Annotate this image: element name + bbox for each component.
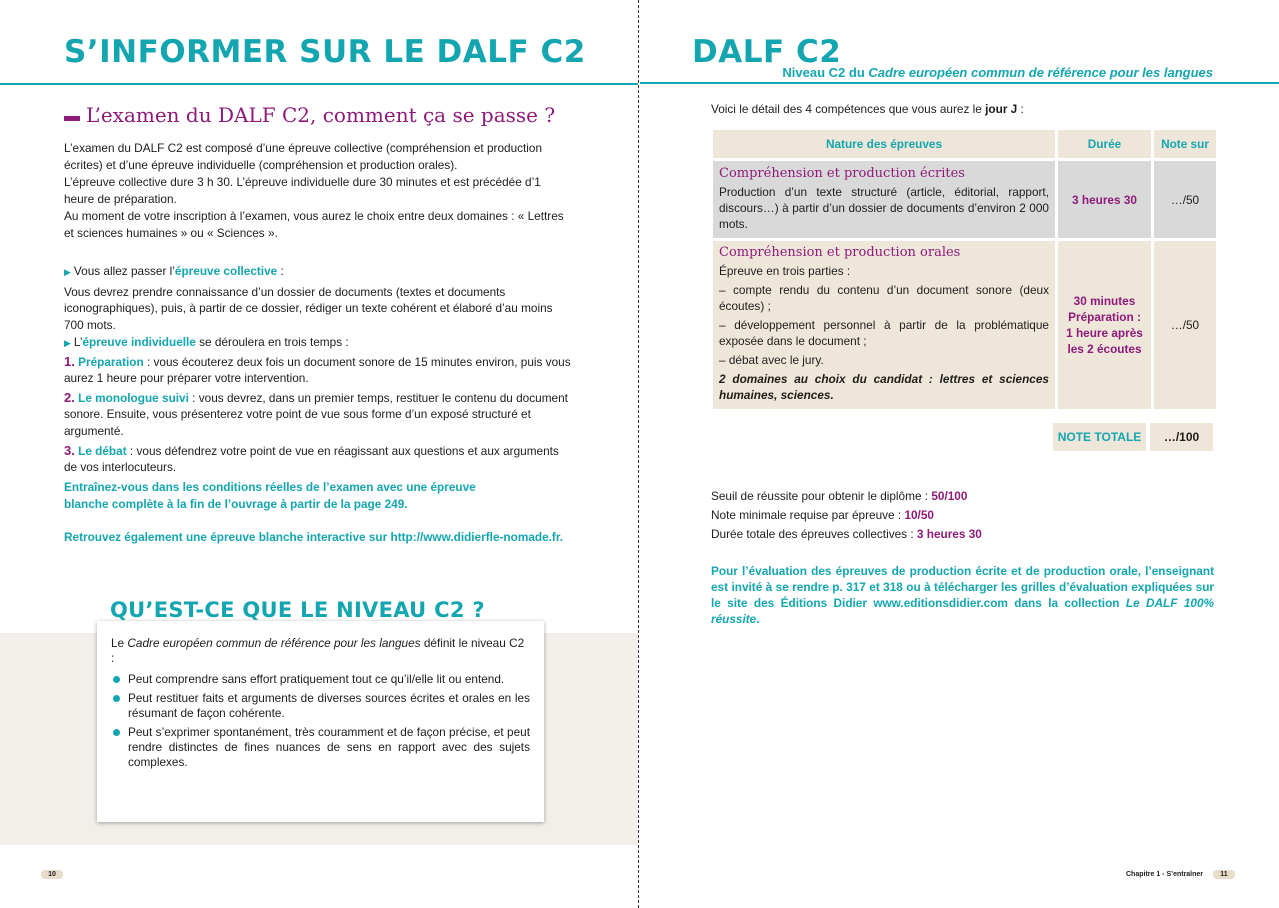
stat-label: Seuil de réussite pour obtenir le diplôme : xyxy=(711,489,932,503)
intro-block xyxy=(64,140,574,242)
right-page-number: 11 xyxy=(1213,870,1235,879)
intro-paragraph: Au moment de votre inscription à l’examen, vous aurez le choix entre deux domaines : « Lettres et sciences humaines » ou « Sciences ». xyxy=(64,209,564,240)
step-number: 2. xyxy=(64,389,75,405)
stat-value: 10/50 xyxy=(904,508,934,522)
teacher-note-em: Le DALF 100% réussite xyxy=(711,596,1214,626)
online-note: Retrouvez également une épreuve blanche interactive sur http://www.didierfle-nomade.fr. xyxy=(64,530,564,544)
left-title-rule xyxy=(0,83,638,85)
table-row xyxy=(713,161,1216,238)
oral-line: – développement personnel à partir de la problématique exposée dans le document ; xyxy=(719,318,1049,348)
step-item xyxy=(64,443,574,476)
level-intro-em: Cadre européen commun de référence pour les langues xyxy=(127,636,421,650)
level-intro-post: définit le niveau C2 : xyxy=(111,636,525,665)
teacher-note-post: . xyxy=(756,612,760,626)
individual-lead xyxy=(64,334,574,352)
written-cell xyxy=(713,161,1055,238)
step-item xyxy=(64,354,574,387)
header-nature: Nature des épreuves xyxy=(713,130,1055,158)
level-list xyxy=(111,672,530,770)
table-intro xyxy=(711,101,1214,118)
level-item-text: Peut comprendre sans effort pratiquement tout ce qu’il/elle lit ou entend. xyxy=(128,672,505,686)
oral-cell xyxy=(713,241,1055,409)
individual-tail: se déroulera en trois temps : xyxy=(195,335,349,349)
oral-duration-line: 1 heure après xyxy=(1066,326,1143,340)
level-box-intro xyxy=(111,636,530,666)
step-number: 1. xyxy=(64,353,75,369)
exam-table xyxy=(710,127,1219,412)
teacher-note-pre: Pour l’évaluation des épreuves de production écrite et de production orale, l’enseignant est invité à se rendre p. 317 et 318 ou à télécharger les grilles d’évaluation expliquées sur le site des Éditions Didier www.editionsdidier.com dans la collection xyxy=(711,564,1214,610)
left-page-number: 10 xyxy=(41,870,63,879)
table-intro-post: : xyxy=(1017,102,1024,116)
stat-line xyxy=(711,525,1214,544)
step-sep: : xyxy=(143,354,154,369)
oral-line: Épreuve en trois parties : xyxy=(719,264,851,278)
oral-score: …/50 xyxy=(1154,241,1216,409)
level-intro-pre: Le xyxy=(111,636,128,650)
triangle-icon: ▶ xyxy=(64,338,71,348)
oral-duration-line: 30 minutes xyxy=(1073,294,1136,308)
step-text: vous écouterez deux fois un document sonore de 15 minutes environ, puis vous aurez 1 heure pour préparer votre intervention. xyxy=(64,354,571,386)
right-page-title: DALF C2 xyxy=(692,34,842,70)
oral-heading: Compréhension et production orales xyxy=(719,245,961,260)
bullet-icon xyxy=(113,676,120,683)
written-duration: 3 heures 30 xyxy=(1058,161,1151,238)
level-item-text: Peut restituer faits et arguments de diverses sources écrites et orales en les résumant de façon cohérente. xyxy=(128,691,530,720)
step-text: vous défendrez votre point de vue en réagissant aux questions et aux arguments de vos interlocuteurs. xyxy=(64,443,559,475)
subtitle-pre: Niveau C2 du xyxy=(782,65,869,80)
collective-tail: : xyxy=(277,264,284,278)
level-box xyxy=(97,621,544,822)
list-item xyxy=(111,672,530,687)
section-heading-text: L’examen du DALF C2, comment ça se passe ? xyxy=(86,103,556,127)
collective-block xyxy=(64,263,574,333)
individual-highlight: épreuve individuelle xyxy=(82,335,196,349)
bullet-icon xyxy=(113,729,120,736)
oral-line: – débat avec le jury. xyxy=(719,353,824,367)
right-page-subtitle xyxy=(782,65,1213,80)
left-page-title: S’INFORMER SUR LE DALF C2 xyxy=(64,34,586,70)
heading-bar-icon xyxy=(64,116,80,121)
header-score: Note sur xyxy=(1154,130,1216,158)
bullet-icon xyxy=(113,695,120,702)
subtitle-em: Cadre européen commun de référence pour les langues xyxy=(868,65,1213,80)
step-sep: : xyxy=(126,443,137,458)
written-score: …/50 xyxy=(1154,161,1216,238)
stat-label: Durée totale des épreuves collectives : xyxy=(711,527,917,541)
stats-block xyxy=(711,487,1214,544)
level-item-text: Peut s’exprimer spontanément, très couramment et de façon précise, et peut rendre distinctes de fines nuances de sens en rapport avec des sujets complexes. xyxy=(128,725,530,769)
total-label: NOTE TOTALE xyxy=(1053,423,1146,451)
table-intro-pre: Voici le détail des 4 compétences que vous aurez le xyxy=(711,102,986,116)
step-label: Préparation xyxy=(78,354,144,369)
right-title-rule xyxy=(640,82,1279,84)
collective-lead xyxy=(64,263,574,281)
triangle-icon: ▶ xyxy=(64,267,71,277)
oral-line: – compte rendu du contenu d’un document sonore (deux écoutes) ; xyxy=(719,283,1049,313)
table-row xyxy=(713,241,1216,409)
step-item xyxy=(64,390,574,440)
step-sep: : xyxy=(188,390,199,405)
total-value: …/100 xyxy=(1150,423,1213,451)
level-box-title: QU’EST-CE QUE LE NIVEAU C2 ? xyxy=(110,598,485,622)
step-number: 3. xyxy=(64,442,75,458)
header-duration: Durée xyxy=(1058,130,1151,158)
step-text: vous devrez, dans un premier temps, restituer le contenu du document sonore. Ensuite, vous présenterez votre point de vue sous forme d’un exposé structuré et argumenté. xyxy=(64,390,568,438)
oral-note: 2 domaines au choix du candidat : lettres et sciences humaines, sciences. xyxy=(719,372,1049,402)
collective-lead-text: Vous allez passer l’ xyxy=(73,264,175,278)
page-divider xyxy=(638,0,639,908)
stat-line xyxy=(711,487,1214,506)
stat-value: 50/100 xyxy=(931,489,968,503)
written-heading: Compréhension et production écrites xyxy=(719,165,965,181)
individual-block xyxy=(64,334,574,476)
oral-duration xyxy=(1058,241,1151,409)
step-label: Le monologue suivi xyxy=(78,390,189,405)
oral-duration-line: les 2 écoutes xyxy=(1067,342,1142,356)
stat-label: Note minimale requise par épreuve : xyxy=(711,508,905,522)
table-intro-bold: jour J xyxy=(985,102,1018,116)
collective-highlight: épreuve collective xyxy=(174,264,278,278)
stat-line xyxy=(711,506,1214,525)
oral-duration-line: Préparation : xyxy=(1068,310,1141,324)
intro-paragraph: L’épreuve collective dure 3 h 30. L’épreuve individuelle dure 30 minutes et est précédée d’1 heure de préparation. xyxy=(64,175,541,206)
list-item xyxy=(111,725,530,770)
individual-lead-text: L’ xyxy=(73,335,83,349)
practice-note: Entraînez-vous dans les conditions réelles de l’examen avec une épreuve blanche complète à la fin de l’ouvrage à partir de la page 249. xyxy=(64,480,476,511)
intro-paragraph: L’examen du DALF C2 est composé d’une épreuve collective (compréhension et production écrites) et d’une épreuve individuelle (compréhension et production orales). xyxy=(64,141,543,172)
table-header-row xyxy=(713,130,1216,158)
list-item xyxy=(111,691,530,721)
step-label: Le débat xyxy=(78,443,127,458)
chapter-label: Chapitre 1 - S’entraîner xyxy=(1126,871,1204,878)
written-text: Production d’un texte structuré (article, éditorial, rapport, discours…) à partir d’un dossier de documents d’environ 2 000 mots. xyxy=(719,184,1049,231)
stat-value: 3 heures 30 xyxy=(916,527,982,541)
section-heading xyxy=(64,103,555,127)
teacher-note xyxy=(711,563,1214,627)
collective-text: Vous devrez prendre connaissance d’un dossier de documents (textes et documents iconographiques), puis, à partir de ce dossier, rédiger un texte cohérent et élaboré d’au moins 700 mots. xyxy=(64,284,553,332)
